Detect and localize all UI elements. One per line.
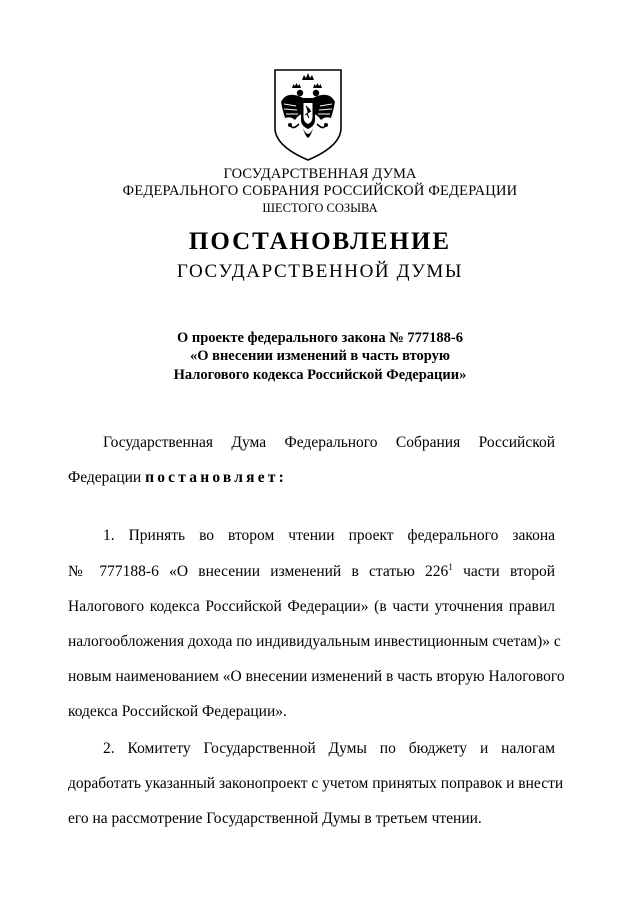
- subject-line-3: Налогового кодекса Российской Федерации»: [173, 367, 467, 383]
- p2-line-3: его на рассмотрение Государственной Думы в третьем чтении.: [68, 810, 482, 827]
- p2-line-2: доработать указанный законопроект с учетом принятых поправок и внести: [68, 775, 564, 792]
- document-subtitle: ГОСУДАРСТВЕННОЙ ДУМЫ: [176, 261, 464, 282]
- intro-line-1: Государственная Дума Федерального Собрания Российской: [103, 434, 555, 451]
- p1-line-4: налогообложения дохода по индивидуальным инвестиционным счетам)» с: [68, 633, 561, 650]
- p2-line-1: 2. Комитету Государственной Думы по бюджету и налогам: [103, 740, 555, 757]
- subject-line-2: «О внесении изменений в часть вторую: [189, 348, 451, 364]
- p1-line-1: 1. Принять во втором чтении проект федерального закона: [103, 527, 555, 544]
- document-title: ПОСТАНОВЛЕНИЕ: [188, 228, 452, 255]
- intro-text: Федерации: [68, 469, 146, 486]
- subject-line-1: О проекте федерального закона № 777188-6: [176, 330, 464, 346]
- p1-line-2: [68, 563, 555, 581]
- p1-line-2-start: № 777188-6 «О внесении изменений в статью 226: [68, 563, 449, 580]
- p1-line-6: кодекса Российской Федерации».: [68, 703, 287, 720]
- p1-line-2-end: части второй: [452, 563, 555, 580]
- p1-article-superscript: 1: [448, 562, 453, 572]
- coat-of-arms-emblem: [273, 68, 343, 162]
- intro-spaced-verb: постановляет:: [145, 469, 287, 486]
- header-line-1: ГОСУДАРСТВЕННАЯ ДУМА: [223, 166, 417, 182]
- header-line-2: ФЕДЕРАЛЬНОГО СОБРАНИЯ РОССИЙСКОЙ ФЕДЕРАЦИИ: [122, 183, 518, 199]
- header-line-3: ШЕСТОГО СОЗЫВА: [262, 201, 378, 215]
- intro-line-2: [68, 469, 555, 487]
- p1-line-3: Налогового кодекса Российской Федерации» (в части уточнения правил: [68, 598, 555, 615]
- p1-line-5: новым наименованием «О внесении изменений в часть вторую Налогового: [68, 668, 565, 685]
